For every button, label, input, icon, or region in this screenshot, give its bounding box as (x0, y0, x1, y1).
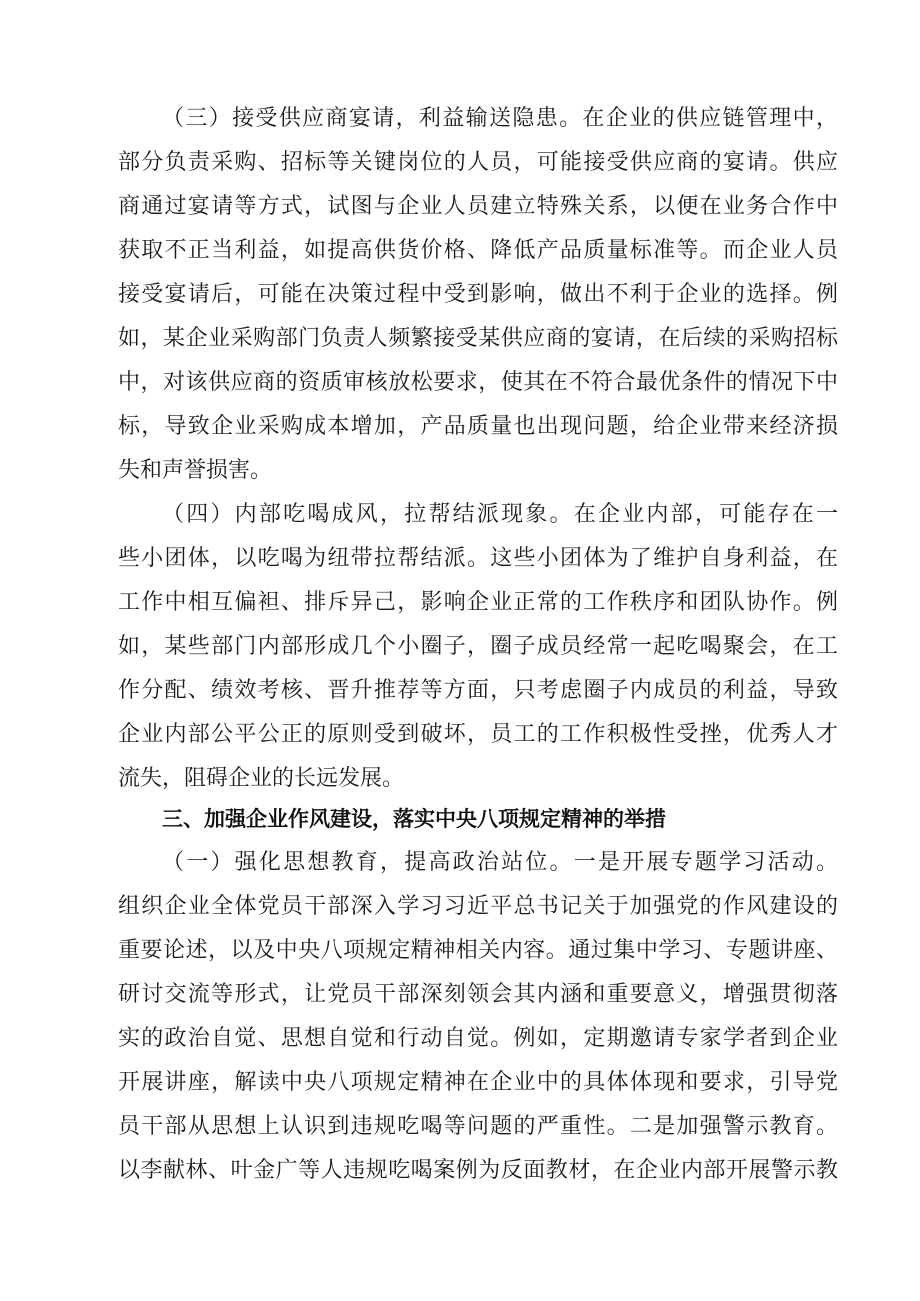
paragraph-3-line-3: 商通过宴请等方式，试图与企业人员建立特殊关系，以便在业务合作中 (118, 194, 838, 219)
paragraph-5-line-2: 组织企业全体党员干部深入学习习近平总书记关于加强党的作风建设的 (118, 894, 838, 919)
section-heading: 三、加强企业作风建设，落实中央八项规定精神的举措 (162, 807, 666, 831)
paragraph-3-line-6: 如，某企业采购部门负责人频繁接受某供应商的宴请，在后续的采购招标 (118, 326, 838, 351)
paragraph-3-line-8: 标，导致企业采购成本增加，产品质量也出现问题，给企业带来经济损 (118, 414, 838, 439)
paragraph-3-line-5: 接受宴请后，可能在决策过程中受到影响，做出不利于企业的选择。例 (118, 282, 838, 307)
paragraph-4-line-6: 企业内部公平公正的原则受到破坏，员工的工作积极性受挫，优秀人才 (118, 722, 838, 747)
paragraph-4-line-4: 如，某些部门内部形成几个小圈子，圈子成员经常一起吃喝聚会，在工 (118, 634, 838, 659)
paragraph-3-line-9: 失和声誉损害。 (118, 458, 273, 483)
paragraph-5-line-5: 实的政治自觉、思想自觉和行动自觉。例如，定期邀请专家学者到企业 (118, 1026, 838, 1051)
paragraph-4-line-2: 些小团体，以吃喝为纽带拉帮结派。这些小团体为了维护自身利益，在 (118, 546, 838, 571)
paragraph-4-line-7: 流失，阻碍企业的长远发展。 (118, 766, 405, 791)
paragraph-3-line-4: 获取不正当利益，如提高供货价格、降低产品质量标准等。而企业人员 (118, 238, 838, 263)
paragraph-5-line-6: 开展讲座，解读中央八项规定精神在企业中的具体体现和要求，引导党 (118, 1070, 838, 1095)
paragraph-5-line-1: （一）强化思想教育，提高政治站位。一是开展专题学习活动。 (162, 850, 838, 875)
paragraph-4-line-1: （四）内部吃喝成风，拉帮结派现象。在企业内部，可能存在一 (162, 502, 838, 527)
paragraph-3-line-7: 中，对该供应商的资质审核放松要求，使其在不符合最优条件的情况下中 (118, 370, 838, 395)
paragraph-3-line-2: 部分负责采购、招标等关键岗位的人员，可能接受供应商的宴请。供应 (118, 150, 838, 175)
paragraph-4-line-5: 作分配、绩效考核、晋升推荐等方面，只考虑圈子内成员的利益，导致 (118, 678, 838, 703)
paragraph-5-line-3: 重要论述，以及中央八项规定精神相关内容。通过集中学习、专题讲座、 (118, 938, 838, 963)
paragraph-3-line-1: （三）接受供应商宴请，利益输送隐患。在企业的供应链管理中， (162, 106, 838, 131)
paragraph-4-line-3: 工作中相互偏袒、排斥异己，影响企业正常的工作秩序和团队协作。例 (118, 590, 838, 615)
paragraph-5-line-7: 员干部从思想上认识到违规吃喝等问题的严重性。二是加强警示教育。 (118, 1114, 838, 1139)
paragraph-5-line-4: 研讨交流等形式，让党员干部深刻领会其内涵和重要意义，增强贯彻落 (118, 982, 838, 1007)
paragraph-5-line-8: 以李献林、叶金广等人违规吃喝案例为反面教材，在企业内部开展警示教 (118, 1158, 838, 1183)
